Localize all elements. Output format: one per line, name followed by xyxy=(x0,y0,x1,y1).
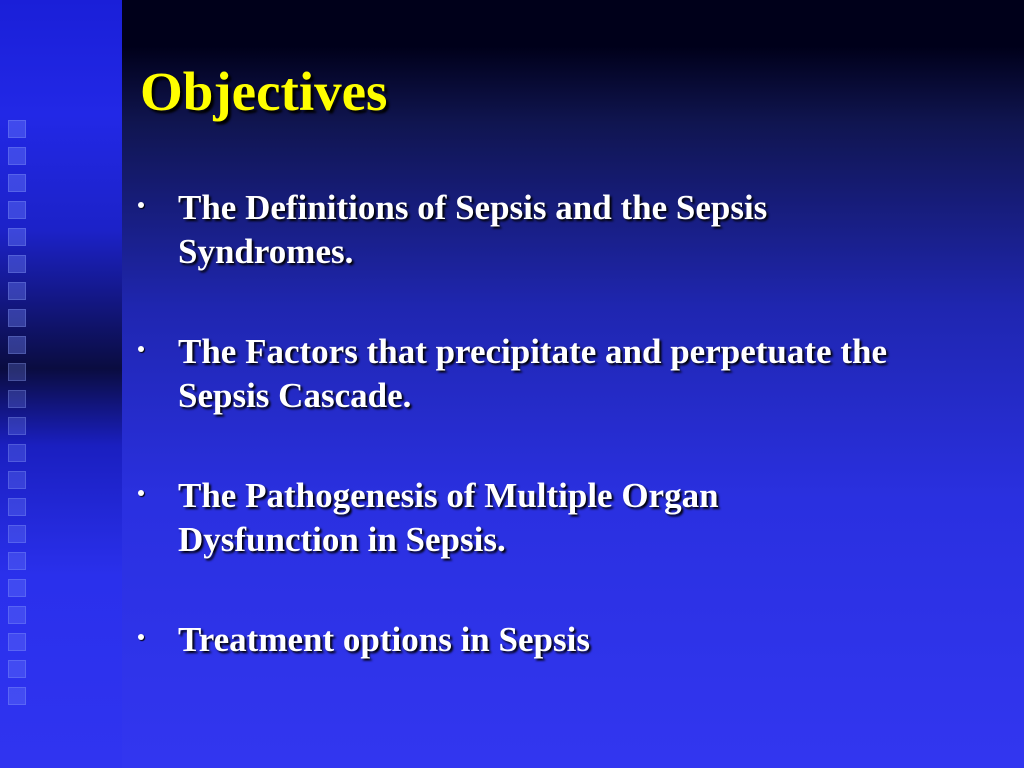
left-decorative-band xyxy=(0,0,122,768)
decorative-square xyxy=(8,120,26,138)
decorative-squares xyxy=(8,120,30,714)
bullet-dot-icon xyxy=(138,490,144,496)
bullet-text-line: The Definitions of Sepsis and the Sepsis xyxy=(178,188,768,227)
decorative-square xyxy=(8,336,26,354)
slide-title: Objectives xyxy=(140,61,388,122)
bullet-item xyxy=(138,618,1008,662)
decorative-square xyxy=(8,471,26,489)
decorative-square xyxy=(8,228,26,246)
decorative-square xyxy=(8,201,26,219)
bullet-item xyxy=(138,474,1008,562)
decorative-square xyxy=(8,255,26,273)
decorative-square xyxy=(8,363,26,381)
decorative-square xyxy=(8,390,26,408)
decorative-square xyxy=(8,417,26,435)
decorative-square xyxy=(8,147,26,165)
decorative-square xyxy=(8,525,26,543)
bullet-text-line: Dysfunction in Sepsis. xyxy=(178,520,506,559)
decorative-square xyxy=(8,660,26,678)
decorative-square xyxy=(8,633,26,651)
decorative-square xyxy=(8,687,26,705)
bullet-text-line: Sepsis Cascade. xyxy=(178,376,412,415)
bullet-text-line: Treatment options in Sepsis xyxy=(178,620,590,659)
bullet-item xyxy=(138,330,1008,418)
bullet-text-line: The Factors that precipitate and perpetuate the xyxy=(178,332,887,371)
decorative-square xyxy=(8,282,26,300)
bullet-dot-icon xyxy=(138,202,144,208)
bullet-text-line: Syndromes. xyxy=(178,232,354,271)
bullet-item xyxy=(138,186,1008,274)
decorative-square xyxy=(8,552,26,570)
decorative-square xyxy=(8,579,26,597)
bullet-text-line: The Pathogenesis of Multiple Organ xyxy=(178,476,719,515)
bullet-dot-icon xyxy=(138,346,144,352)
bullet-list xyxy=(138,186,1008,718)
decorative-square xyxy=(8,174,26,192)
bullet-dot-icon xyxy=(138,634,144,640)
decorative-square xyxy=(8,606,26,624)
decorative-square xyxy=(8,498,26,516)
decorative-square xyxy=(8,444,26,462)
decorative-square xyxy=(8,309,26,327)
